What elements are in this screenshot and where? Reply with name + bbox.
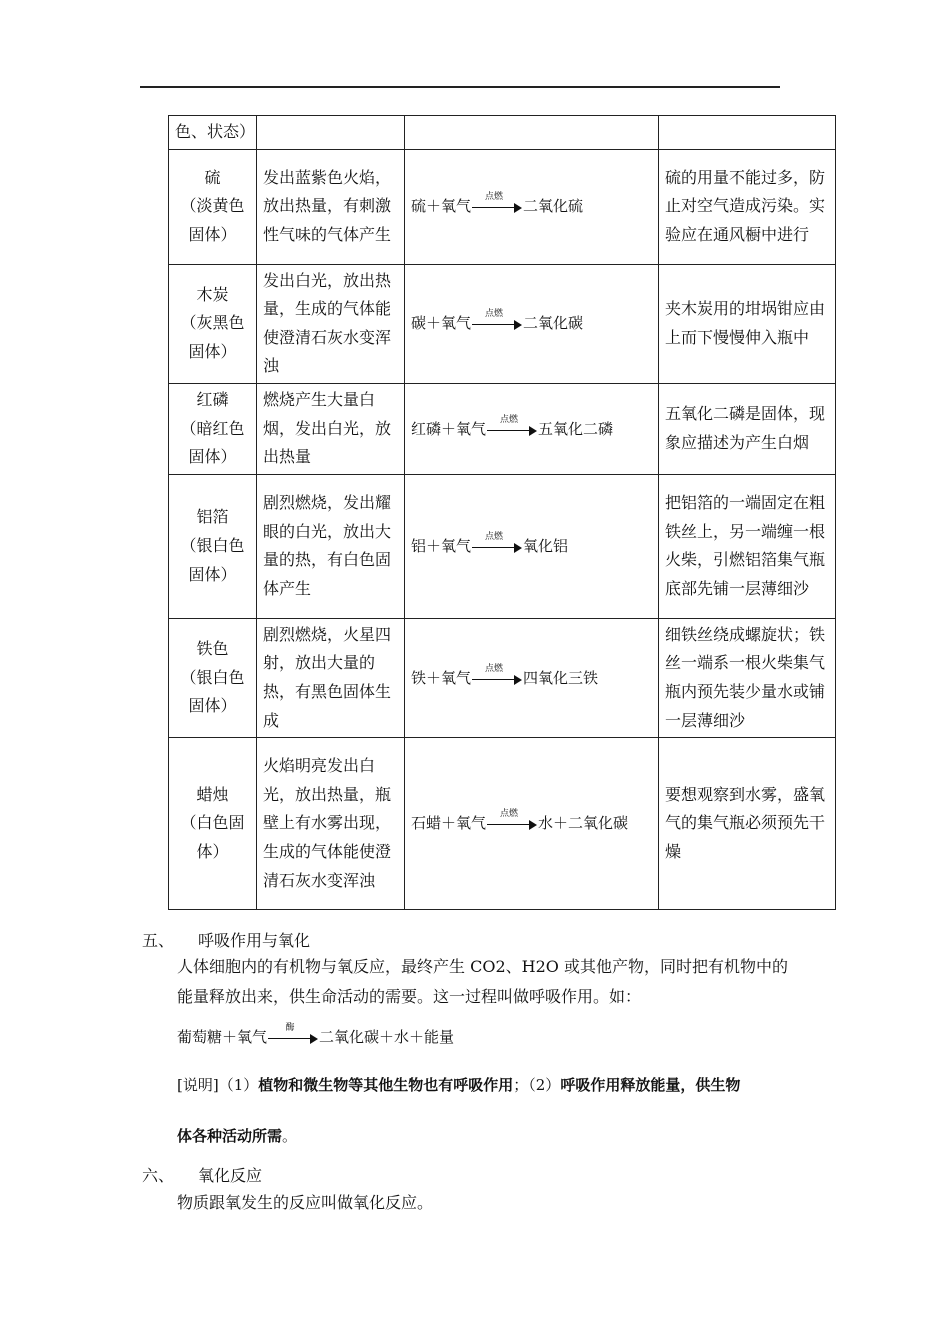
combustion-table	[168, 115, 836, 910]
note-point-2: 呼吸作用释放能量，供生物	[560, 1076, 741, 1094]
substance-cell	[169, 264, 257, 383]
equation-products: 二氧化碳＋水＋能量	[319, 1028, 455, 1046]
equation-reactants: 铝＋氧气	[411, 536, 472, 555]
substance-line: （银白色	[180, 667, 245, 687]
reaction-arrow-icon	[472, 309, 522, 330]
note-separator: ；（2）	[513, 1076, 561, 1094]
table-row	[169, 149, 836, 264]
equation-cell	[405, 474, 659, 618]
note-cell: 硫的用量不能过多，防止对空气造成污染。实验应在通风橱中进行	[659, 149, 836, 264]
word-equation	[411, 309, 584, 333]
substance-line: 蜡烛	[196, 784, 229, 804]
reaction-arrow-icon	[487, 809, 537, 830]
equation-cell	[405, 264, 659, 383]
substance-line: （银白色	[180, 535, 245, 555]
substance-line: （灰黑色	[180, 313, 245, 333]
word-equation	[411, 663, 599, 687]
substance-line: （淡黄色	[180, 196, 245, 216]
substance-line: 红磷	[196, 389, 229, 409]
substance-line: 固体）	[188, 224, 237, 244]
equation-products: 四氧化三铁	[523, 668, 599, 687]
substance-line: 体）	[196, 841, 229, 861]
substance-line: 固体）	[188, 696, 237, 716]
explanation-note	[177, 1074, 740, 1095]
equation-products: 五氧化二磷	[538, 419, 614, 438]
table-row	[169, 618, 836, 737]
phenomenon-cell: 剧烈燃烧，火星四射，放出大量的热，有黑色固体生成	[257, 618, 405, 737]
equation-reactants: 碳＋氧气	[411, 314, 472, 333]
substance-line: （白色固	[180, 813, 245, 833]
reaction-condition: 点燃	[485, 192, 504, 203]
phenomenon-cell	[257, 116, 405, 150]
reaction-condition: 点燃	[500, 414, 519, 425]
word-equation	[411, 531, 569, 555]
note-cell: 把铝箔的一端固定在粗铁丝上，另一端缠一根火柴，引燃铝箔集气瓶底部先铺一层薄细沙	[659, 474, 836, 618]
reaction-condition: 点燃	[485, 663, 504, 674]
paragraph-line: 能量释放出来，供生命活动的需要。这一过程叫做呼吸作用。如：	[177, 987, 642, 1006]
word-equation	[411, 414, 614, 438]
table-row	[169, 738, 836, 910]
section-number: 五、	[142, 931, 175, 950]
substance-cell: 色、状态）	[169, 116, 257, 150]
word-equation	[411, 192, 584, 216]
substance-line: （暗红色	[180, 418, 245, 438]
table-row	[169, 264, 836, 383]
note-cell: 夹木炭用的坩埚钳应由上而下慢慢伸入瓶中	[659, 264, 836, 383]
substance-cell	[169, 474, 257, 618]
note-cell: 细铁丝绕成螺旋状；铁丝一端系一根火柴集气瓶内预先装少量水或铺一层薄细沙	[659, 618, 836, 737]
reaction-condition: 点燃	[485, 309, 504, 320]
equation-cell	[405, 383, 659, 474]
reaction-condition: 点燃	[485, 531, 504, 542]
section-title: 氧化反应	[198, 1166, 263, 1185]
equation-products: 氧化铝	[523, 536, 569, 555]
substance-cell	[169, 149, 257, 264]
substance-line: 铁色	[196, 639, 229, 659]
section-6-paragraph	[177, 1188, 433, 1218]
equation-reactants: 硫＋氧气	[411, 197, 472, 216]
substance-line: 固体）	[188, 564, 237, 584]
substance-line: 固体）	[188, 342, 237, 362]
reaction-arrow-icon	[268, 1023, 318, 1044]
phenomenon-cell: 火焰明亮发出白光，放出热量，瓶壁上有水雾出现，生成的气体能使澄清石灰水变浑浊	[257, 738, 405, 910]
paragraph-line: 物质跟氧发生的反应叫做氧化反应。	[177, 1193, 434, 1212]
phenomenon-cell: 剧烈燃烧，发出耀眼的白光，放出大量的热，有白色固体产生	[257, 474, 405, 618]
note-continuation: 体各种活动所需	[177, 1127, 283, 1145]
table-row	[169, 474, 836, 618]
reaction-condition: 点燃	[500, 809, 519, 820]
equation-cell	[405, 738, 659, 910]
substance-line: 铝箔	[196, 507, 229, 527]
reaction-arrow-icon	[472, 531, 522, 553]
table-row-partial	[169, 116, 836, 150]
reaction-arrow-icon	[472, 192, 522, 213]
substance-cell	[169, 738, 257, 910]
equation-products: 二氧化碳	[523, 314, 584, 333]
phenomenon-cell: 发出白光，放出热量，生成的气体能使澄清石灰水变浑浊	[257, 264, 405, 383]
note-cell	[659, 116, 836, 150]
header-rule	[140, 86, 780, 88]
substance-line: 固体）	[188, 447, 237, 467]
note-cell: 五氧化二磷是固体，现象应描述为产生白烟	[659, 383, 836, 474]
reaction-arrow-icon	[472, 663, 522, 685]
phenomenon-cell: 发出蓝紫色火焰，放出热量，有刺激性气味的气体产生	[257, 149, 405, 264]
paragraph-line: 人体细胞内的有机物与氧反应，最终产生 CO2、H2O 或其他产物，同时把有机物中的	[177, 957, 788, 976]
note-point-1: 植物和微生物等其他生物也有呼吸作用	[258, 1076, 514, 1094]
section-5-paragraph	[177, 952, 788, 1012]
equation-reactants: 铁＋氧气	[411, 668, 472, 687]
equation-cell	[405, 149, 659, 264]
table-row	[169, 383, 836, 474]
equation-cell	[405, 618, 659, 737]
substance-cell	[169, 383, 257, 474]
section-5-heading	[142, 928, 310, 951]
respiration-equation	[177, 1022, 454, 1052]
equation-products: 水＋二氧化碳	[538, 814, 629, 833]
section-6-heading	[142, 1163, 262, 1186]
equation-reactants: 葡萄糖＋氧气	[177, 1028, 268, 1046]
explanation-note-line2: 体各种活动所需。	[177, 1127, 298, 1145]
section-number: 六、	[142, 1166, 175, 1185]
word-equation	[411, 809, 629, 833]
substance-line: 木炭	[196, 284, 229, 304]
reaction-arrow-icon	[487, 414, 537, 436]
section-title: 呼吸作用与氧化	[198, 931, 311, 950]
substance-cell	[169, 618, 257, 737]
equation-reactants: 石蜡＋氧气	[411, 814, 487, 833]
equation-reactants: 红磷＋氧气	[411, 419, 487, 438]
reaction-condition: 酶	[285, 1023, 295, 1033]
substance-line: 硫	[204, 167, 221, 187]
note-prefix: [说明]（1）	[177, 1076, 259, 1094]
phenomenon-cell: 燃烧产生大量白烟，发出白光，放出热量	[257, 383, 405, 474]
equation-cell	[405, 116, 659, 150]
note-cell: 要想观察到水雾，盛氧气的集气瓶必须预先干燥	[659, 738, 836, 910]
equation-products: 二氧化硫	[523, 197, 584, 216]
